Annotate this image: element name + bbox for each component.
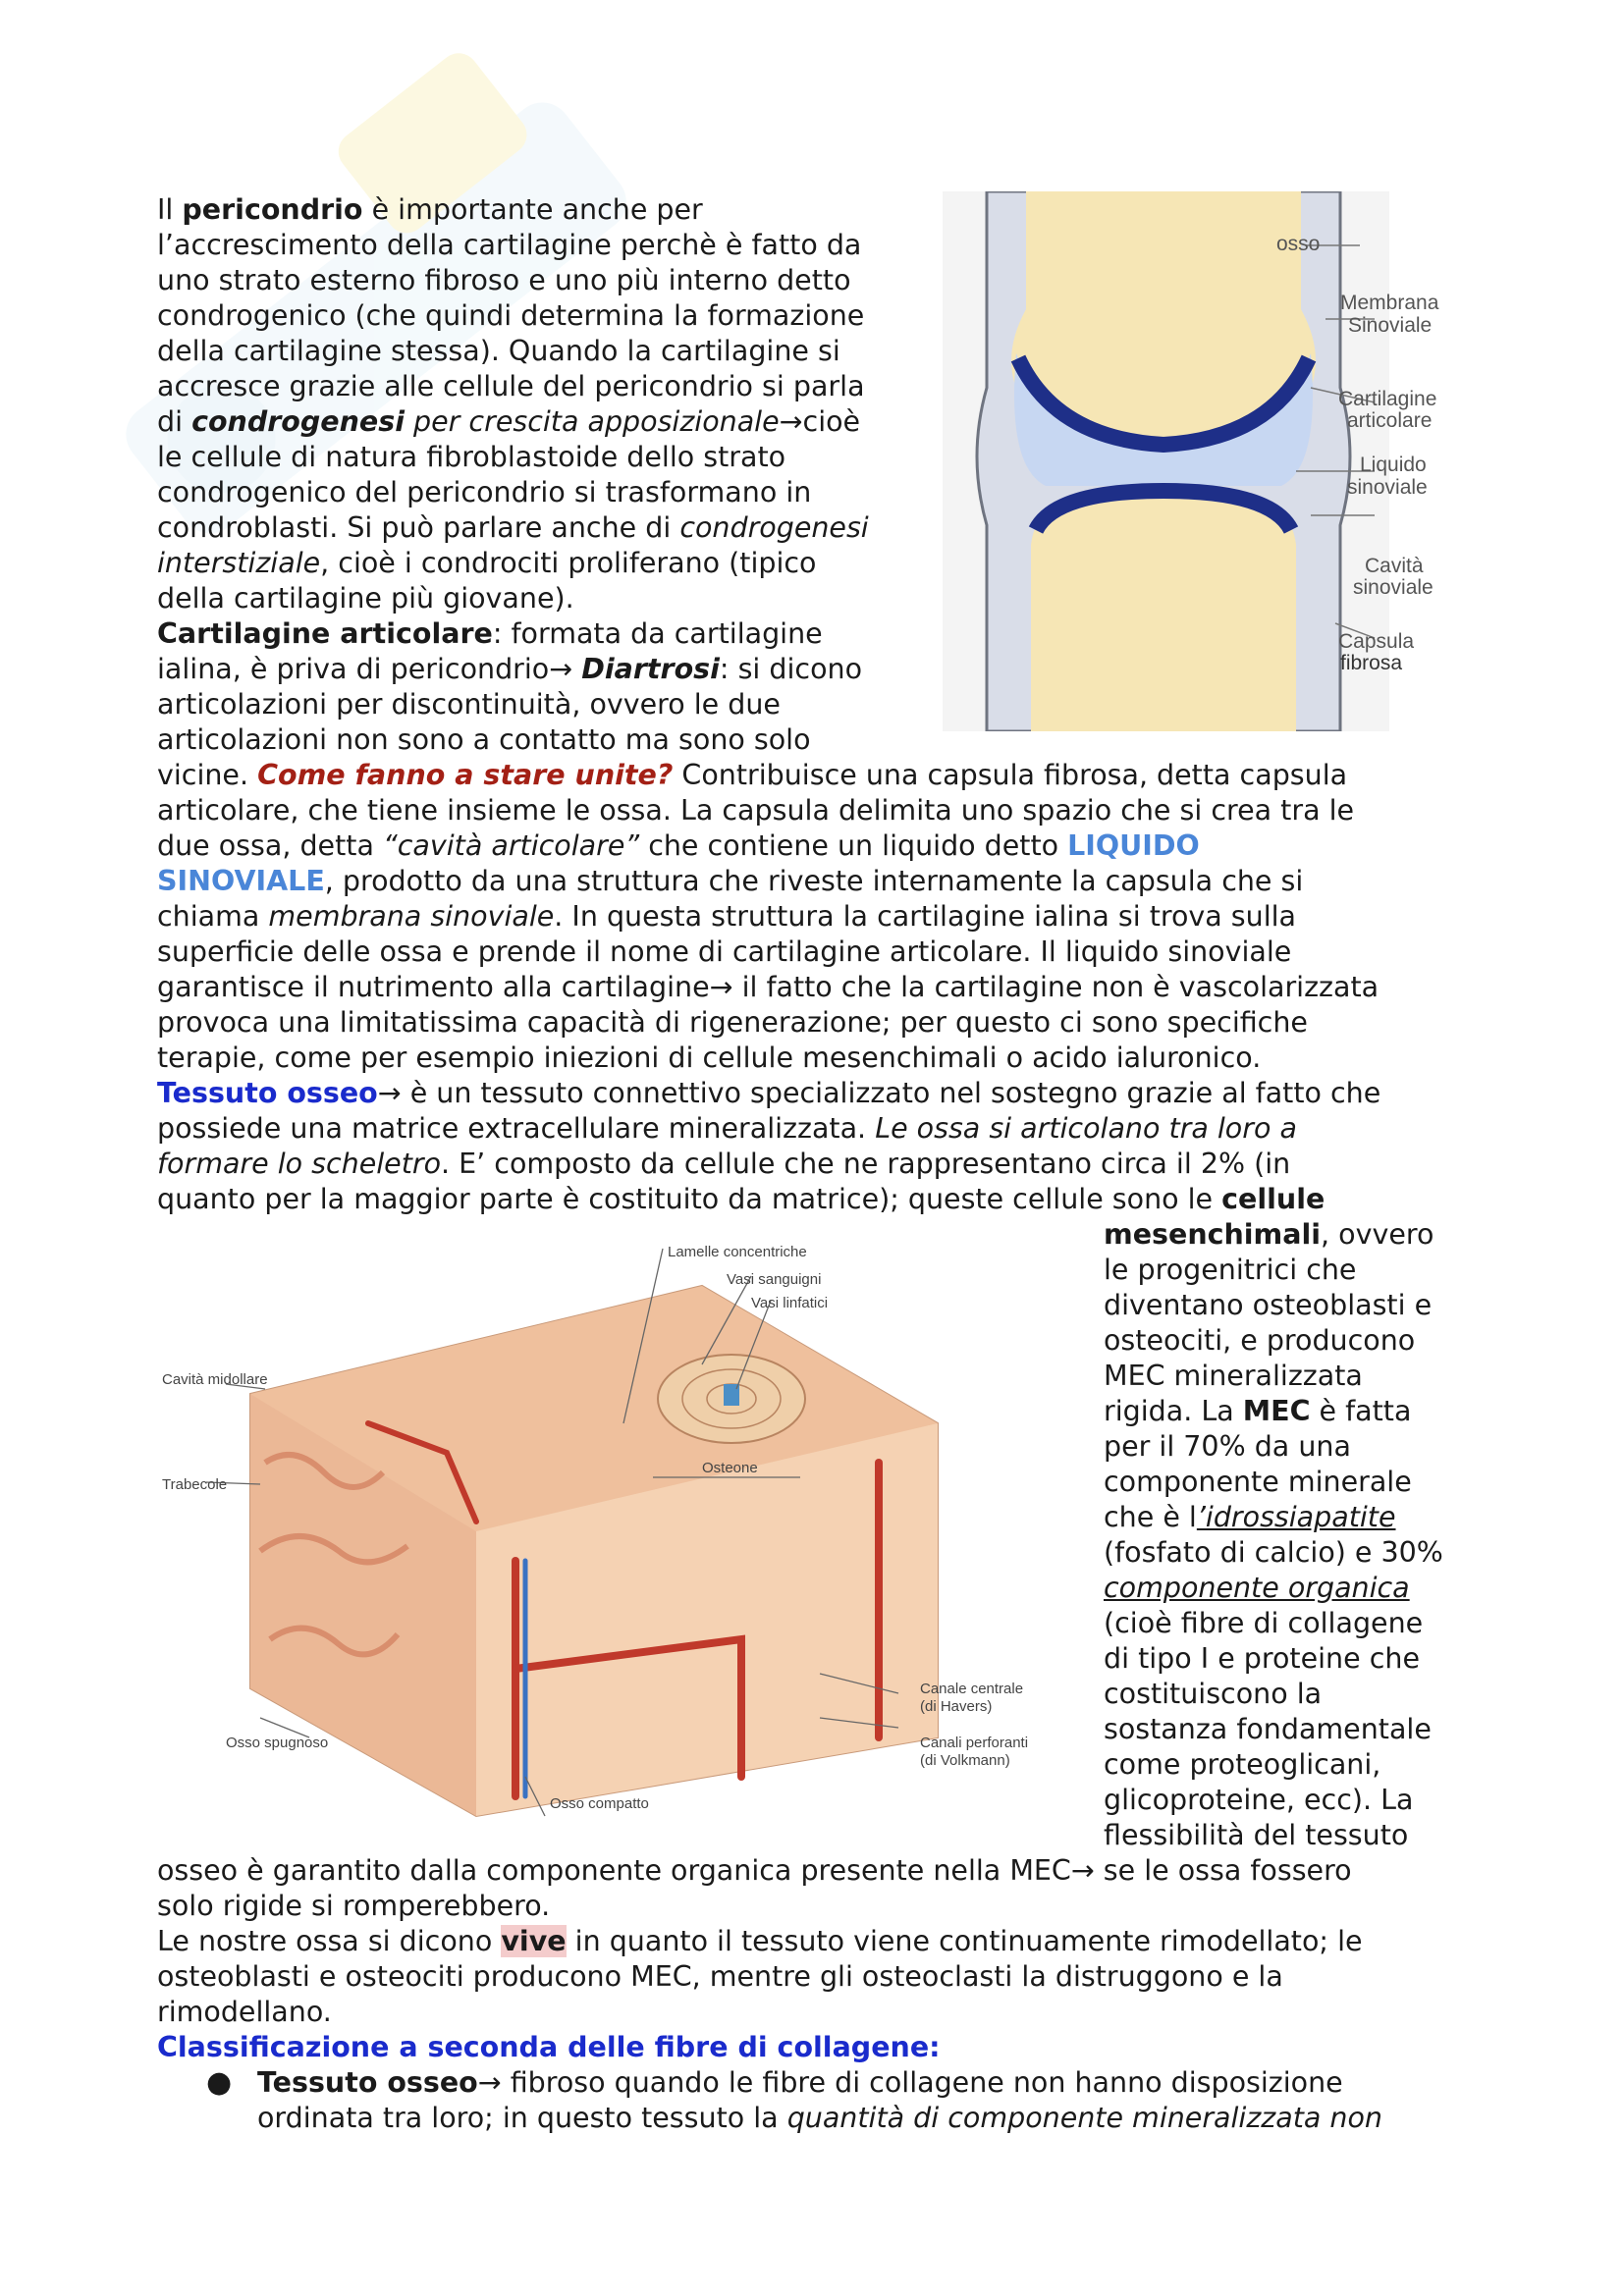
p2-line-5: vicine. Come fanno a stare unite? Contribuisce una capsula fibrosa, detta capsula [157, 759, 1348, 791]
p3-line-6: solo rigide si romperebbero. [157, 1890, 551, 1922]
p2-line-6: articolare, che tiene insieme le ossa. La capsula delimita uno spazio che si crea tra le [157, 794, 1355, 827]
p2-line-2: ialina, è priva di pericondrio→ Diartrosi: si dicono [157, 653, 863, 685]
p3-right-3: diventano osteoblasti e [1104, 1289, 1433, 1321]
p3-right-13: di tipo I e proteine che [1104, 1642, 1420, 1675]
p1-line-5: della cartilagine stessa). Quando la cartilagine si [157, 335, 840, 367]
bullet-dot: ● [206, 2065, 233, 2100]
p2-line-3: articolazioni per discontinuità, ovvero le due [157, 688, 781, 721]
p2-line-13: terapie, come per esempio iniezioni di cellule mesenchimali o acido ialuronico. [157, 1041, 1262, 1074]
p2-line-8: SINOVIALE, prodotto da una struttura che riveste internamente la capsula che si [157, 865, 1304, 897]
p3-right-12: (cioè fibre di collagene [1104, 1607, 1424, 1639]
label-cavita-midollare: Cavità midollare [162, 1371, 268, 1388]
label-cavita-1: Cavità [1365, 555, 1424, 577]
label-membrana-2: Sinoviale [1348, 314, 1433, 337]
p3-line-1: Tessuto osseo→ è un tessuto connettivo specializzato nel sostegno grazie al fatto che [157, 1077, 1381, 1109]
bullet-line-1: Tessuto osseo→ fibroso quando le fibre di collagene non hanno disposizione [257, 2066, 1343, 2099]
label-canali-perforanti-2: (di Volkmann) [920, 1752, 1010, 1769]
p3-right-14: costituiscono la [1104, 1678, 1323, 1710]
label-vasi-linfatici: Vasi linfatici [751, 1295, 829, 1311]
label-osso-compatto: Osso compatto [550, 1795, 649, 1812]
p2-line-12: provoca una limitatissima capacità di rigenerazione; per questo ci sono specifiche [157, 1006, 1308, 1039]
p1-line-1: Il pericondrio è importante anche per [157, 193, 703, 226]
label-vasi-sanguigni: Vasi sanguigni [727, 1271, 822, 1288]
p1-line-12: della cartilagine più giovane). [157, 582, 574, 614]
p3-right-15: sostanza fondamentale [1104, 1713, 1432, 1745]
p3-line-5: osseo è garantito dalla componente organica presente nella MEC→ se le ossa fossero [157, 1854, 1352, 1887]
label-cavita-2: sinoviale [1353, 576, 1434, 599]
p1-line-4: condrogenico (che quindi determina la formazione [157, 299, 865, 332]
label-capsula-1: Capsula [1338, 630, 1415, 653]
p3-right-4: osteociti, e producono [1104, 1324, 1416, 1357]
label-canale-centrale-2: (di Havers) [920, 1698, 993, 1715]
p1-line-3: uno strato esterno fibroso e uno più interno detto [157, 264, 851, 296]
p3-right-16: come proteoglicani, [1104, 1748, 1381, 1781]
p3-right-10: (fosfato di calcio) e 30% [1104, 1536, 1443, 1569]
p2-line-4: articolazioni non sono a contatto ma sono solo [157, 723, 811, 756]
p1-line-9: condrogenico del pericondrio si trasformano in [157, 476, 812, 508]
p2-line-10: superficie delle ossa e prende il nome di cartilagine articolare. Il liquido sinoviale [157, 935, 1292, 968]
bone-tissue-figure [152, 1227, 1085, 1826]
label-membrana-1: Membrana [1340, 292, 1439, 314]
label-cartilagine-2: articolare [1347, 409, 1433, 432]
label-canali-perforanti-1: Canali perforanti [920, 1735, 1029, 1751]
lower-bone [1031, 498, 1296, 731]
label-capsula-2: fibrosa [1340, 652, 1403, 674]
p3-right-11: componente organica [1104, 1572, 1410, 1604]
p3-right-17: glicoproteine, ecc). La [1104, 1784, 1414, 1816]
p3-right-7: per il 70% da una [1104, 1430, 1351, 1463]
p3-right-8: componente minerale [1104, 1466, 1412, 1498]
label-osso-spugnoso: Osso spugnoso [226, 1735, 329, 1751]
p3-line-4: quanto per la maggior parte è costituito da matrice); queste cellule sono le cellule [157, 1183, 1325, 1215]
p3-right-18: flessibilità del tessuto [1104, 1819, 1409, 1851]
p3-right-5: MEC mineralizzata [1104, 1360, 1363, 1392]
p2-line-9: chiama membrana sinoviale. In questa struttura la cartilagine ialina si trova sulla [157, 900, 1297, 933]
p3-line-2: possiede una matrice extracellulare mineralizzata. Le ossa si articolano tra loro a [157, 1112, 1297, 1145]
p1-line-8: le cellule di natura fibroblastoide dello strato [157, 441, 786, 473]
p1-line-7: di condrogenesi per crescita apposizionale→cioè [157, 405, 861, 438]
label-liquido-2: sinoviale [1347, 476, 1428, 499]
p4-line-1: Le nostre ossa si dicono vive in quanto il tessuto viene continuamente rimodellato; le [157, 1925, 1363, 1957]
label-lamelle: Lamelle concentriche [668, 1244, 807, 1260]
p2-line-1: Cartilagine articolare: formata da cartilagine [157, 617, 823, 650]
p2-line-7: due ossa, detta “cavità articolare” che contiene un liquido detto LIQUIDO [157, 829, 1200, 862]
p3-right-1: mesenchimali, ovvero [1104, 1218, 1434, 1251]
label-osteone: Osteone [702, 1460, 758, 1476]
p1-line-10: condroblasti. Si può parlare anche di condrogenesi [157, 511, 869, 544]
knee-joint-figure [928, 191, 1443, 731]
p2-line-11: garantisce il nutrimento alla cartilagine→ il fatto che la cartilagine non è vascolarizzata [157, 971, 1380, 1003]
p4-line-3: rimodellano. [157, 1996, 332, 2028]
section-heading: Classificazione a seconda delle fibre di collagene: [157, 2031, 941, 2063]
p1-line-2: l’accrescimento della cartilagine perchè è fatto da [157, 229, 862, 261]
p3-right-9: che è l’idrossiapatite [1104, 1501, 1396, 1533]
label-trabecole: Trabecole [162, 1476, 228, 1493]
p3-right-2: le progenitrici che [1104, 1254, 1357, 1286]
p3-line-3: formare lo scheletro. E’ composto da cellule che ne rappresentano circa il 2% (in [157, 1148, 1291, 1180]
bullet-line-2: ordinata tra loro; in questo tessuto la quantità di componente mineralizzata non [257, 2102, 1382, 2134]
p3-right-6: rigida. La MEC è fatta [1104, 1395, 1412, 1427]
p1-line-11: interstiziale, cioè i condrociti proliferano (tipico [157, 547, 817, 579]
label-cartilagine-1: Cartilagine [1338, 388, 1437, 410]
p1-line-6: accresce grazie alle cellule del pericondrio si parla [157, 370, 865, 402]
label-canale-centrale-1: Canale centrale [920, 1681, 1024, 1697]
label-osso: osso [1276, 233, 1321, 255]
p4-line-2: osteoblasti e osteociti producono MEC, mentre gli osteoclasti la distruggono e la [157, 1960, 1283, 1993]
label-liquido-1: Liquido [1360, 454, 1427, 476]
